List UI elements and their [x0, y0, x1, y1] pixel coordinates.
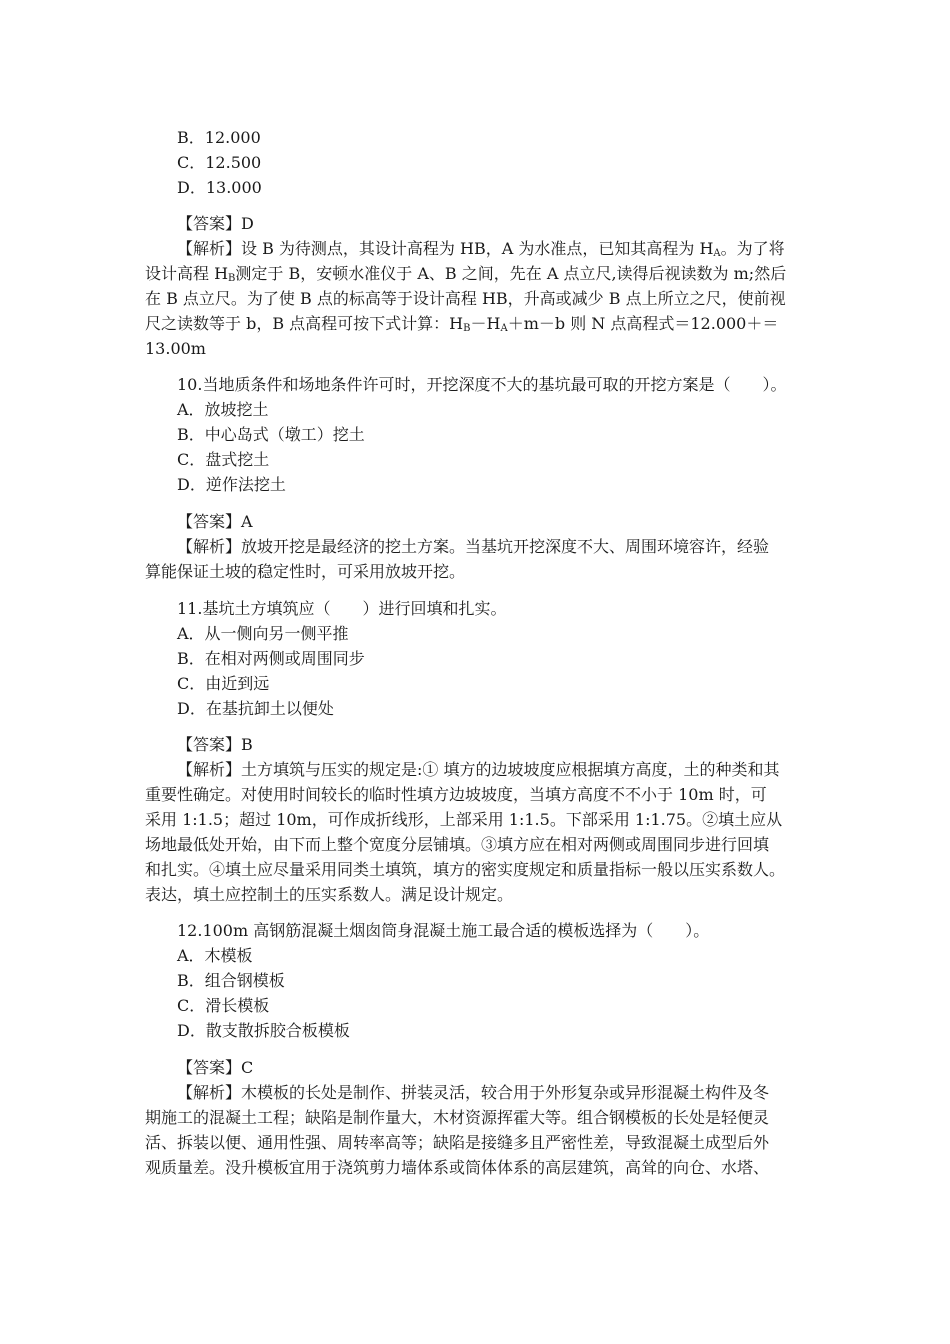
- option-a: A．从一侧向另一侧平推: [177, 624, 349, 643]
- analysis-line: 活、拆装以便、通用性强、周转率高等；缺陷是接缝多且严密性差，导致混凝土成型后外: [145, 1133, 770, 1152]
- option-d: D．逆作法挖土: [177, 475, 286, 494]
- option-d: D．13.000: [177, 178, 262, 197]
- analysis-line: 【解析】土方填筑与压实的规定是:① 填方的边坡坡度应根据填方高度，土的种类和其: [177, 760, 780, 779]
- analysis-line: 采用 1:1.5；超过 10m，可作成折线形，上部采用 1:1.5。下部采用 1:1.75。②填土应从: [145, 810, 783, 829]
- option-b: B．中心岛式（墩工）挖土: [177, 425, 365, 444]
- analysis-line: 设计高程 $H_B$测定于 B，安顿水准仪于 A、B 之间，先在 A 点立尺,读得后视读数为 m;然后: [145, 264, 787, 284]
- analysis-line: 尺之读数等于 b，B 点高程可按下式计算：$H_B-H_A+m-b$ 则 N 点高程式＝12.000＋＝: [145, 314, 779, 334]
- analysis-line: 表达，填土应控制土的压实系数人。满足设计规定。: [145, 885, 514, 904]
- analysis-line: 期施工的混凝土工程；缺陷是制作量大，木材资源挥霍大等。组合钢模板的长处是轻便灵: [145, 1108, 770, 1127]
- analysis-line: 重要性确定。对使用时间较长的临时性填方边坡坡度，当填方高度不不小于 10m 时，可: [145, 785, 767, 804]
- answer: 【答案】A: [177, 512, 253, 531]
- option-c: C．由近到远: [177, 674, 270, 693]
- option-d: D．散支散拆胶合板模板: [177, 1021, 350, 1040]
- q9-answer-block: [145, 211, 810, 361]
- question-11: [145, 596, 810, 721]
- q12-answer-block: [145, 1055, 810, 1180]
- analysis-line: 【解析】设 B 为待测点，其设计高程为 HB，A 为水准点，已知其高程为 $H_A$。为了将: [177, 239, 785, 259]
- q11-answer-block: [145, 732, 810, 907]
- analysis-line: 和扎实。④填土应尽量采用同类土填筑，填方的密实度规定和质量指标一般以压实系数人。: [145, 860, 786, 879]
- answer: 【答案】D: [177, 214, 254, 233]
- question-stem: 11.基坑土方填筑应（ ）进行回填和扎实。: [177, 599, 507, 618]
- option-d: D．在基抗卸土以便处: [177, 699, 334, 718]
- analysis-line: 观质量差。没升模板宜用于浇筑剪力墙体系或筒体体系的高层建筑，高耸的向仓、水塔、: [145, 1158, 770, 1177]
- option-b: B．组合钢模板: [177, 971, 285, 990]
- analysis-line: 【解析】放坡开挖是最经济的挖土方案。当基坑开挖深度不大、周围环境容许，经验: [177, 537, 770, 556]
- answer: 【答案】C: [177, 1058, 254, 1077]
- answer: 【答案】B: [177, 735, 253, 754]
- analysis-line: 场地最低处开始，由下而上整个宽度分层铺填。③填方应在相对两侧或周围同步进行回填: [145, 835, 770, 854]
- question-12: [145, 918, 810, 1043]
- option-c: C．盘式挖土: [177, 450, 270, 469]
- option-a: A．放坡挖土: [177, 400, 269, 419]
- question-stem: 10.当地质条件和场地条件许可时，开挖深度不大的基坑最可取的开挖方案是（ ）。: [177, 375, 787, 394]
- option-c: C．滑长模板: [177, 996, 270, 1015]
- question-stem: 12.100m 高钢筋混凝土烟囱筒身混凝土施工最合适的模板选择为（ ）。: [177, 921, 710, 940]
- analysis-line: 在 B 点立尺。为了使 B 点的标高等于设计高程 HB，升高或减少 B 点上所立之尺，使前视: [145, 289, 786, 308]
- analysis-line: 【解析】木模板的长处是制作、拼装灵活，较合用于外形复杂或异形混凝土构件及冬: [177, 1083, 770, 1102]
- analysis-line: 13.00m: [145, 339, 206, 358]
- analysis-line: 算能保证土坡的稳定性时，可采用放坡开挖。: [145, 562, 466, 581]
- option-b: B．在相对两侧或周围同步: [177, 649, 365, 668]
- question-10: [145, 372, 810, 497]
- q10-answer-block: [145, 509, 810, 584]
- option-a: A．木模板: [177, 946, 253, 965]
- q9-options: [145, 125, 810, 200]
- option-b: B．12.000: [177, 128, 261, 147]
- option-c: C．12.500: [177, 153, 262, 172]
